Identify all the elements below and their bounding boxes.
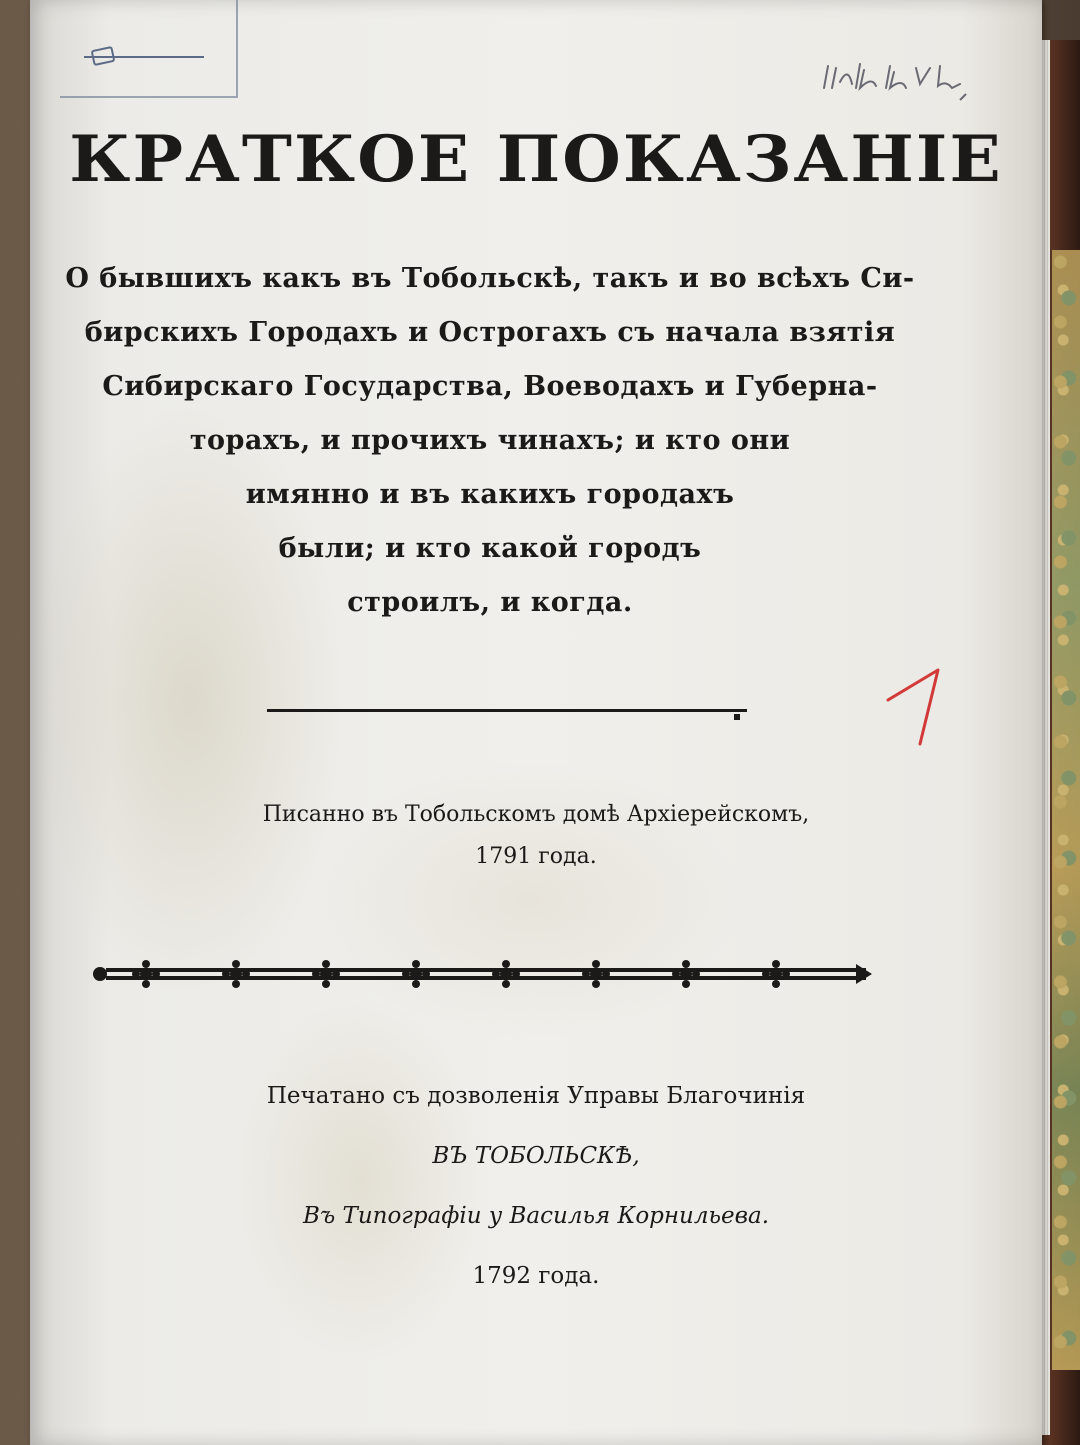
subtitle-line: Сибирскаго Государства, Воеводахъ и Губерна- bbox=[102, 371, 878, 402]
subtitle-line: имянно и въ какихъ городахъ bbox=[245, 479, 735, 510]
pencil-shelfmark-scribble bbox=[820, 58, 970, 106]
subtitle-line: были; и кто какой городъ bbox=[278, 533, 702, 564]
subtitle-block bbox=[50, 252, 930, 630]
red-pencil-mark bbox=[880, 660, 970, 750]
library-stamp bbox=[60, 0, 238, 98]
imprint-year: 1791 года. bbox=[475, 844, 597, 869]
flower-icon bbox=[132, 960, 160, 988]
horizontal-rule bbox=[267, 709, 747, 712]
page-title: КРАТКОЕ ПОКАЗАНIЕ bbox=[69, 122, 1003, 197]
subtitle-line: О бывшихъ какъ въ Тобольскѣ, такъ и во всѣхъ Си- bbox=[65, 263, 915, 294]
subtitle-line: торахъ, и прочихъ чинахъ; и кто они bbox=[189, 425, 791, 456]
rule-dot bbox=[734, 714, 740, 720]
subtitle-line: строилъ, и когда. bbox=[347, 587, 633, 618]
imprint bbox=[30, 794, 1042, 878]
publisher-block bbox=[30, 1066, 1042, 1306]
publisher-permission: Печатано съ дозволенiя Управы Благочинiя bbox=[266, 1083, 806, 1109]
publisher-press: Въ Типографiи у Василья Корнильева. bbox=[302, 1203, 770, 1229]
subtitle-line: бирскихъ Городахъ и Острогахъ съ начала взятiя bbox=[84, 317, 896, 348]
marbled-endpaper bbox=[1052, 250, 1080, 1370]
decorative-ornament-band bbox=[86, 952, 876, 996]
publisher-year: 1792 года. bbox=[472, 1263, 600, 1289]
imprint-line: Писанно въ Тобольскомъ домѣ Архiерейскомъ, bbox=[262, 802, 810, 827]
publisher-city: ВЪ ТОБОЛЬСКѢ, bbox=[432, 1143, 640, 1169]
title-page bbox=[30, 0, 1042, 1445]
